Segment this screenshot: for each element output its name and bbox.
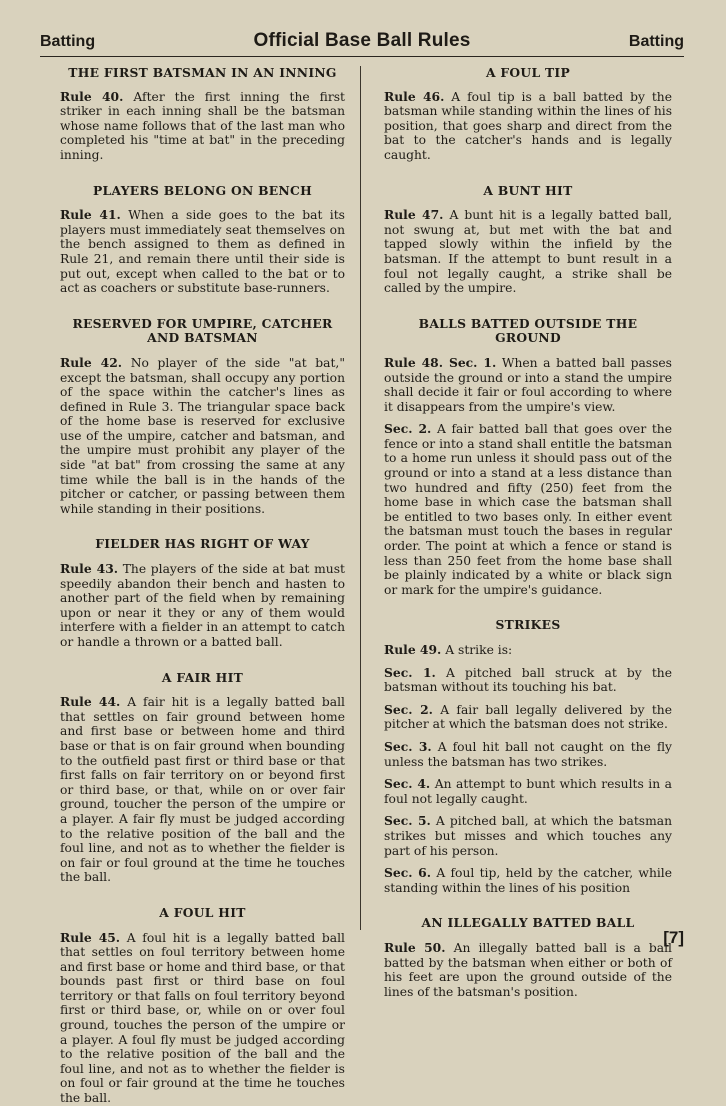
rule-label: Rule 42. [60, 354, 123, 370]
rule-text: An attempt to bunt which results in a foul not legally caught. [384, 777, 672, 806]
left-column [60, 66, 345, 1106]
rule-text: A pitched ball struck at by the batsman without its touching his bat. [384, 665, 672, 695]
rule-text: After the first inning the first striker in each inning shall be the batsman whose name follows that of the last man who completed his "time at bat" in the preceding inning. [60, 89, 345, 162]
rule-label: Rule 50. [384, 939, 446, 955]
rule-label: Sec. 4. [384, 776, 431, 792]
rule-paragraph [384, 941, 672, 999]
rule-paragraph [384, 643, 672, 658]
rule-text: An illegally batted ball is a ball batted by the batsman when either or both of his feet are upon the ground outside of the lines of the batsman's position. [384, 940, 672, 999]
rule-paragraph [60, 695, 345, 885]
rule-text: A foul hit is a legally batted ball that settles on foul territory between home and first base or home and third base, or that bounds past first or third base on foul territory or that falls on foul territory beyond first or third base, or, while on or over foul ground, touches the person of the umpire or a player. A foul fly must be judged according to the relative position of the ball and the foul line, and not as to whether the fielder is on foul or fair ground at the time he touches the ball. [60, 930, 345, 1106]
column-divider [360, 66, 361, 930]
rule-label: Rule 49. [384, 642, 442, 657]
rule-text: A foul tip is a ball batted by the batsman while standing within the lines of his position, that goes sharp and direct from the bat to the catcher's hands and is legally caught. [384, 89, 672, 162]
rule-paragraph [384, 866, 672, 895]
rule-paragraph [60, 356, 345, 517]
section-heading: A FOUL HIT [159, 904, 246, 920]
rule-label: Sec. 6. [384, 865, 431, 881]
rule-paragraph [60, 562, 345, 650]
rule-paragraph [60, 208, 345, 296]
rule-paragraph [384, 814, 672, 858]
header-title: Official Base Ball Rules [253, 30, 471, 51]
rule-label: Rule 40. [60, 88, 124, 104]
rule-paragraph [384, 422, 672, 597]
rule-label: Sec. 1. [384, 664, 436, 680]
rule-text: A pitched ball, at which the batsman strikes but misses and which touches any part of his person. [384, 814, 672, 858]
rule-text: The players of the side at bat must speedily abandon their bench and hasten to another part of the field when by remaining upon or near it they or any of them would interfere with a fielder in an attempt to catch or handle a thrown or a batted ball. [60, 562, 345, 649]
rule-paragraph [384, 90, 672, 163]
section-heading: RESERVED FOR UMPIRE, CATCHER AND BATSMAN [72, 315, 333, 346]
rule-label: Rule 44. [60, 694, 121, 710]
rule-text: A strike is: [445, 643, 513, 657]
rule-paragraph [384, 703, 672, 732]
rule-paragraph [60, 90, 345, 163]
section-heading: A FOUL TIP [485, 65, 571, 80]
rule-text: No player of the side "at bat," except the batsman, shall occupy any portion of the space within the catcher's lines as defined in Rule 3. The triangular space back of the home base is reserved for exclusive use of the umpire, catcher and batsman, and the umpire must prohibit any player of the side "at bat" from crossing the same at any time while the ball is in the hands of the pitcher or catcher, or passing between them while standing in their positions. [60, 355, 345, 516]
rule-label: Sec. 2. [384, 701, 433, 717]
header-right: Batting [628, 33, 684, 50]
rule-label: Sec. 2. [384, 421, 432, 437]
rule-label: Rule 47. [384, 207, 444, 223]
rule-label: Rule 48. Sec. 1. [384, 354, 497, 370]
header-left: Batting [40, 33, 96, 50]
running-header [40, 30, 684, 52]
section-heading: AN ILLEGALLY BATTED BALL [421, 915, 635, 931]
rule-label: Rule 45. [60, 929, 121, 945]
section-heading: A BUNT HIT [483, 182, 573, 198]
rule-text: When a side goes to the bat its players must immediately seat themselves on the bench assigned to them as defined in Rule 21, and remain there until their side is put out, except when called to the bat or to act as coachers or substitute base-runners. [60, 208, 345, 296]
rule-label: Rule 43. [60, 561, 119, 577]
rule-paragraph [384, 356, 672, 414]
right-column [384, 66, 672, 999]
rule-label: Sec. 5. [384, 813, 431, 829]
rule-text: A foul tip, held by the catcher, while standing within the lines of his position [384, 866, 673, 895]
section-heading: FIELDER HAS RIGHT OF WAY [95, 536, 310, 552]
rule-label: Rule 46. [384, 88, 445, 104]
rule-text: A fair ball legally delivered by the pitcher at which the batsman does not strike. [384, 702, 672, 732]
rule-text: A fair hit is a legally batted ball that settles on fair ground between home and first base or between home and third base or that is on fair ground when bounding to the outfield past first or third base or that first falls on fair territory on or beyond first or third base, or that, while on or over fair ground, toucher the person of the umpire or a player. A fair fly must be judged according to the relative position of the ball and the foul line, and not as to whether the fielder is on fair or foul ground at the time he touches the ball. [60, 695, 345, 885]
rule-text: A foul hit ball not caught on the fly unless the batsman has two strikes. [384, 739, 672, 769]
page-number: [7] [663, 928, 684, 947]
rule-paragraph [60, 931, 345, 1106]
rule-text: A fair batted ball that goes over the fence or into a stand shall entitle the batsman to a home run unless it should pass out of the ground or into a stand at a less distance than two hundred and fifty (250) feet from the home base in which case the batsman shall be entitled to two bases only. In either event the batsman must touch the bases in regular order. The point at which a fence or stand is less than 250 feet from the home base shall be plainly indicated by a white or black sign or mark for the umpire's guidance. [384, 422, 672, 597]
section-heading: STRIKES [495, 617, 561, 633]
rule-label: Rule 41. [60, 207, 121, 223]
section-heading: THE FIRST BATSMAN IN AN INNING [68, 65, 337, 80]
rule-paragraph [384, 777, 672, 806]
section-heading: PLAYERS BELONG ON BENCH [92, 182, 313, 198]
section-heading: A FAIR HIT [161, 669, 244, 685]
rule-text: When a batted ball passes outside the ground or into a stand the umpire shall decide it fair or foul according to where it disappears from the umpire's view. [384, 355, 672, 414]
rule-paragraph [384, 740, 672, 769]
header-rule [40, 56, 684, 57]
rule-paragraph [384, 666, 672, 695]
section-heading: BALLS BATTED OUTSIDE THE GROUND [418, 315, 638, 346]
rule-paragraph [384, 208, 672, 296]
rule-label: Sec. 3. [384, 738, 432, 754]
rule-text: A bunt hit is a legally batted ball, not swung at, but met with the bat and tapped slowly within the infield by the batsman. If the attempt to bunt result in a foul not legally caught, a strike shall be called by the umpire. [384, 208, 672, 296]
